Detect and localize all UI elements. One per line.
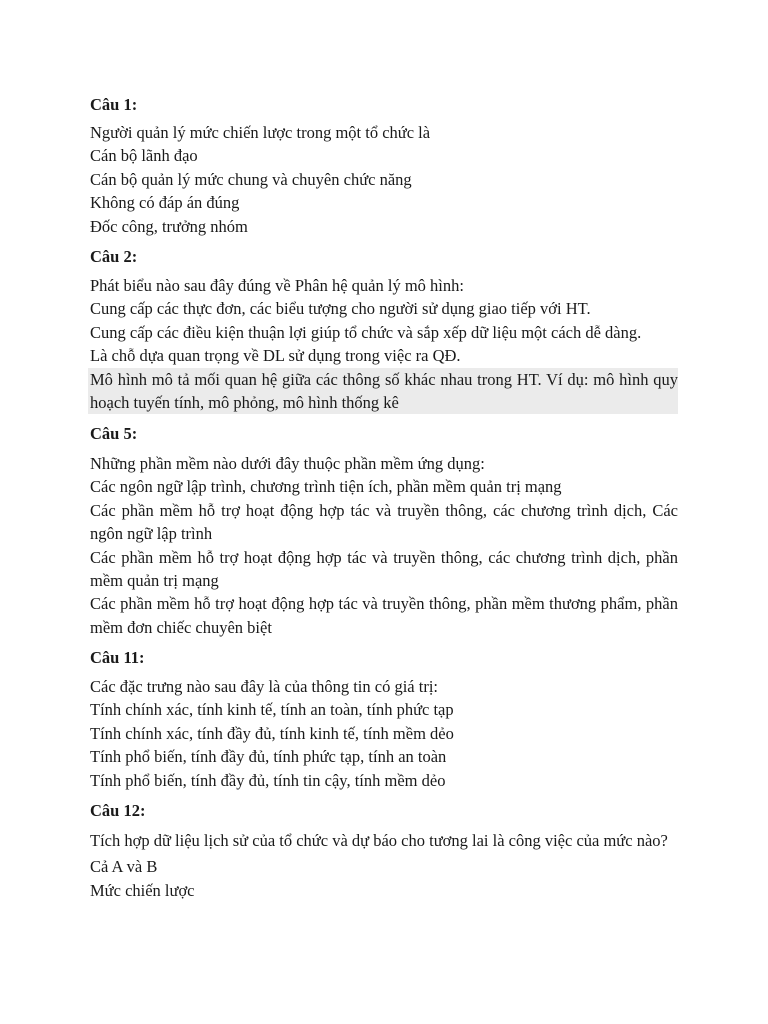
question-1-option-3: Không có đáp án đúng (90, 193, 240, 213)
question-2-title: Câu 2: (90, 247, 138, 266)
question-12-title: Câu 12: (90, 801, 146, 820)
question-5-option-3: Các phần mềm hỗ trợ hoạt động hợp tác và truyền thông, các chương trình dịch, phần mềm quản trị mạng (90, 547, 678, 591)
question-11-title: Câu 11: (90, 648, 145, 667)
question-5-option-1: Các ngôn ngữ lập trình, chương trình tiện ích, phần mềm quản trị mạng (90, 477, 562, 497)
question-2-option-3: Là chỗ dựa quan trọng về DL sử dụng trong việc ra QĐ. (90, 346, 461, 366)
question-12-body (90, 827, 678, 903)
question-1-option-4: Đốc công, trưởng nhóm (90, 216, 248, 236)
question-11-option-4: Tính phổ biến, tính đầy đủ, tính tin cậy, tính mềm dẻo (90, 770, 446, 790)
question-2-option-4-highlighted: Mô hình mô tả mối quan hệ giữa các thông số khác nhau trong HT. Ví dụ: mô hình quy hoạch tuyến tính, mô phỏng, mô hình thống kê (88, 368, 678, 415)
question-11-option-3: Tính phổ biến, tính đầy đủ, tính phức tạp, tính an toàn (90, 747, 447, 767)
question-5-option-4: Các phần mềm hỗ trợ hoạt động hợp tác và truyền thông, phần mềm thương phẩm, phần mềm đơn chiếc chuyên biệt (90, 594, 678, 637)
question-12-option-2: Mức chiến lược (90, 881, 195, 900)
question-1-option-2: Cán bộ quản lý mức chung và chuyên chức năng (90, 169, 412, 189)
question-1-body (90, 121, 678, 238)
question-11-option-1: Tính chính xác, tính kinh tế, tính an toàn, tính phức tạp (90, 700, 454, 720)
question-11-body (90, 675, 678, 792)
question-5-option-2: Các phần mềm hỗ trợ hoạt động hợp tác và truyền thông, các chương trình dịch, Các ngôn ngữ lập trình (90, 500, 678, 544)
question-12-prompt: Tích hợp dữ liệu lịch sử của tổ chức và dự báo cho tương lai là công việc của mức nào? (90, 831, 668, 850)
question-1-prompt: Người quản lý mức chiến lược trong một tổ chức là (90, 123, 431, 142)
question-2-option-1: Cung cấp các thực đơn, các biểu tượng cho người sử dụng giao tiếp với HT. (90, 299, 591, 319)
question-11-prompt: Các đặc trưng nào sau đây là của thông tin có giá trị: (90, 677, 438, 696)
question-1-option-1: Cán bộ lãnh đạo (90, 146, 198, 166)
question-5-title: Câu 5: (90, 424, 138, 443)
question-11-option-2: Tính chính xác, tính đầy đủ, tính kinh tế, tính mềm dẻo (90, 723, 454, 743)
question-12-option-1: Cả A và B (90, 857, 158, 876)
question-2-body (90, 274, 678, 414)
question-5-body (90, 452, 678, 639)
question-2-prompt: Phát biểu nào sau đây đúng về Phân hệ quản lý mô hình: (90, 276, 464, 295)
question-1-title: Câu 1: (90, 95, 138, 114)
question-2-option-2: Cung cấp các điều kiện thuận lợi giúp tổ chức và sắp xếp dữ liệu một cách dễ dàng. (90, 322, 642, 342)
question-5-prompt: Những phần mềm nào dưới đây thuộc phần mềm ứng dụng: (90, 454, 485, 473)
